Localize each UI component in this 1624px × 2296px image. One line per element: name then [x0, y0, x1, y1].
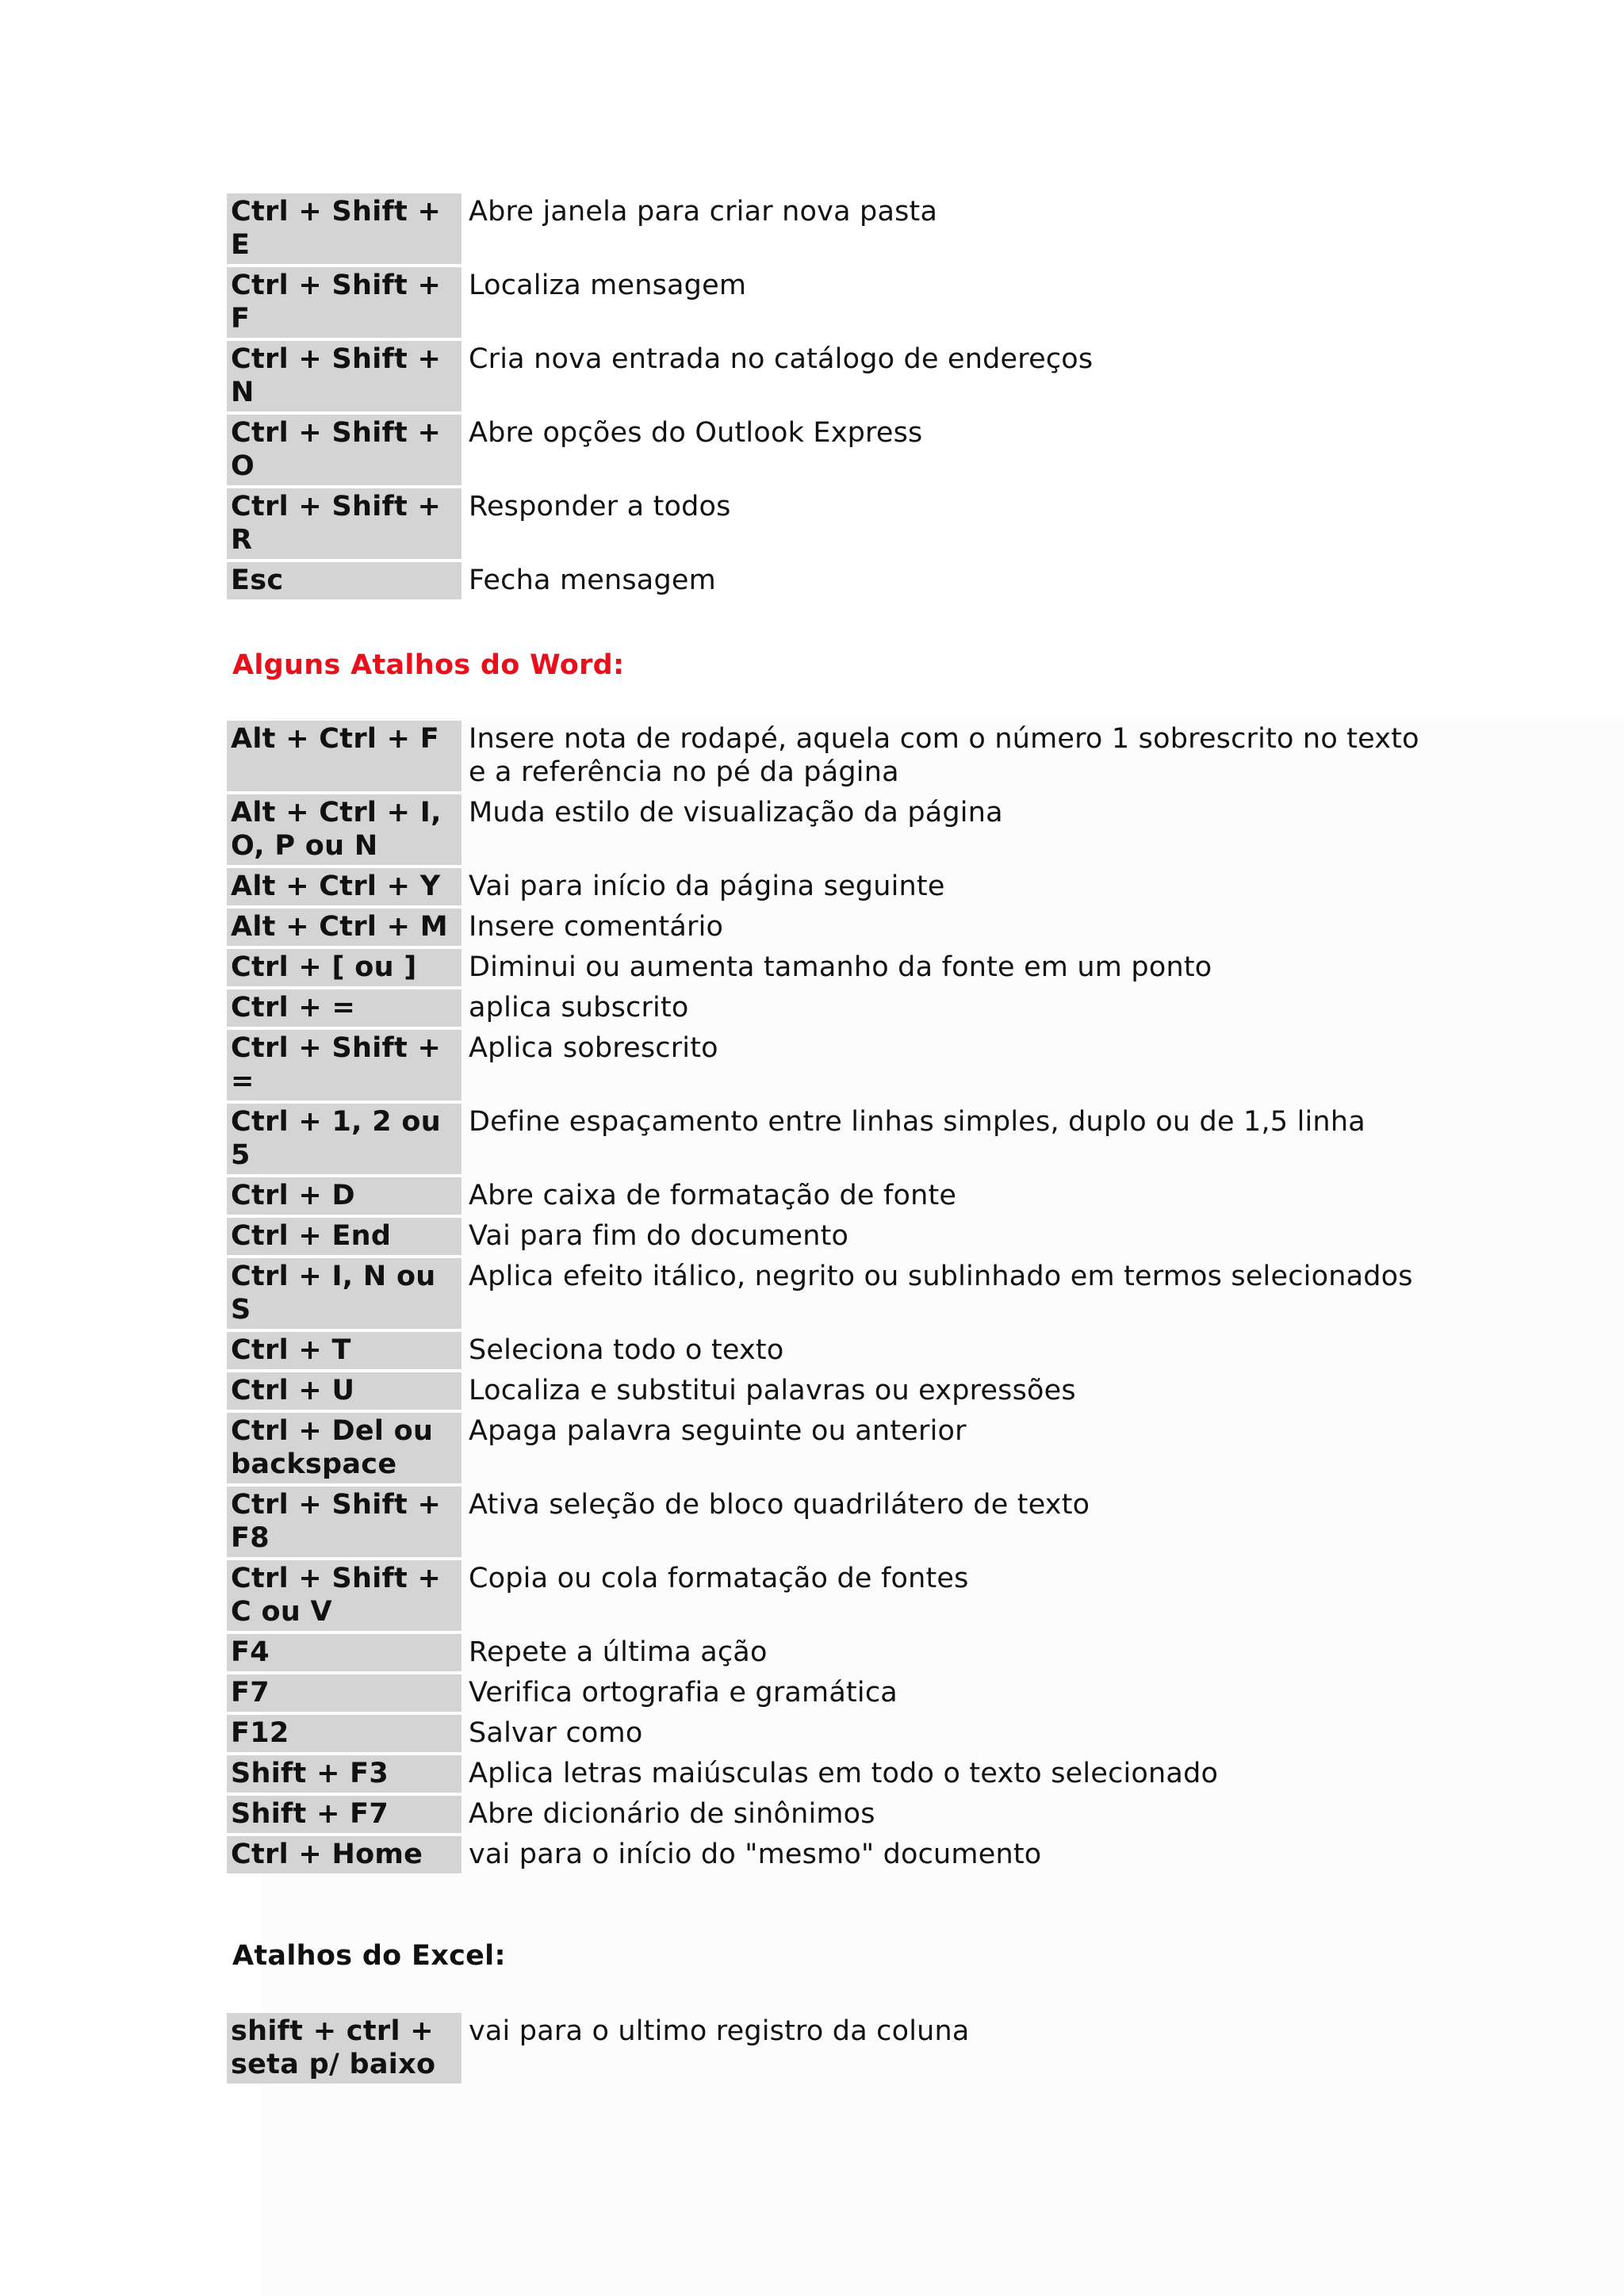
shortcut-description: vai para o ultimo registro da coluna	[469, 2015, 970, 2047]
shortcut-row	[227, 721, 1440, 791]
shortcut-description: vai para o início do "mesmo" documento	[469, 1839, 1042, 1870]
shortcut-description: Abre janela para criar nova pasta	[469, 196, 938, 228]
shortcut-row	[227, 1836, 1440, 1873]
shortcut-row	[227, 1634, 1440, 1671]
shortcut-description: Seleciona todo o texto	[469, 1334, 784, 1366]
shortcut-row	[227, 1030, 1440, 1100]
shortcut-description: Apaga palavra seguinte ou anterior	[469, 1415, 967, 1447]
shortcut-description: Abre dicionário de sinônimos	[469, 1798, 875, 1830]
shortcut-description: Abre opções do Outlook Express	[469, 417, 923, 449]
shortcut-key: Shift + F3	[227, 1755, 462, 1793]
shortcut-row	[227, 1487, 1440, 1557]
shortcut-key: F7	[227, 1674, 462, 1712]
shortcut-key: Esc	[227, 562, 462, 599]
shortcut-key: Ctrl + Shift + =	[227, 1030, 462, 1100]
shortcut-description: Insere comentário	[469, 911, 724, 943]
shortcut-row	[227, 949, 1440, 986]
shortcut-description: Vai para fim do documento	[469, 1220, 849, 1252]
shortcut-description: Salvar como	[469, 1717, 643, 1749]
shortcut-key: F4	[227, 1634, 462, 1671]
shortcut-description: Localiza mensagem	[469, 270, 747, 301]
shortcut-key: Ctrl + 1, 2 ou 5	[227, 1104, 462, 1174]
shortcut-key: F12	[227, 1715, 462, 1752]
shortcut-key: Ctrl + Shift + E	[227, 193, 462, 264]
shortcut-key: Alt + Ctrl + M	[227, 909, 462, 946]
shortcut-row	[227, 1177, 1440, 1215]
shortcut-row	[227, 415, 1440, 485]
shortcut-description: Aplica sobrescrito	[469, 1032, 718, 1064]
shortcut-description: Define espaçamento entre linhas simples, duplo ou de 1,5 linha	[469, 1106, 1365, 1138]
shortcut-description: Aplica efeito itálico, negrito ou sublinhado em termos selecionados	[469, 1261, 1413, 1292]
shortcut-key: Alt + Ctrl + F	[227, 721, 462, 791]
shortcut-row	[227, 1755, 1440, 1793]
shortcut-key: Ctrl + Shift + C ou V	[227, 1560, 462, 1631]
outlook-shortcuts-table	[227, 190, 1440, 603]
excel-shortcuts-heading: Atalhos do Excel:	[232, 1940, 506, 1972]
shortcut-row	[227, 794, 1440, 865]
shortcut-description: aplica subscrito	[469, 992, 689, 1024]
shortcut-key: Shift + F7	[227, 1796, 462, 1833]
shortcut-key: Ctrl + End	[227, 1218, 462, 1255]
shortcut-row	[227, 1372, 1440, 1410]
shortcut-key: Alt + Ctrl + I, O, P ou N	[227, 794, 462, 865]
shortcut-description: Insere nota de rodapé, aquela com o número 1 sobrescrito no texto e a referência no pé da página	[469, 723, 1419, 788]
shortcut-row	[227, 1258, 1440, 1329]
shortcut-row	[227, 909, 1440, 946]
shortcut-row	[227, 1332, 1440, 1369]
shortcut-description: Repete a última ação	[469, 1636, 768, 1668]
shortcut-key: Ctrl + Del ou backspace	[227, 1413, 462, 1483]
excel-shortcuts-section	[228, 2010, 1465, 2087]
shortcut-row	[227, 1796, 1440, 1833]
shortcut-description: Abre caixa de formatação de fonte	[469, 1180, 957, 1211]
shortcut-key: Ctrl + Shift + F8	[227, 1487, 462, 1557]
shortcut-key: Ctrl + [ ou ]	[227, 949, 462, 986]
shortcut-key: shift + ctrl + seta p/ baixo	[227, 2013, 462, 2084]
word-shortcuts-table	[227, 718, 1440, 1877]
shortcut-description: Responder a todos	[469, 491, 731, 522]
word-shortcuts-heading: Alguns Atalhos do Word:	[232, 649, 625, 681]
shortcut-key: Ctrl + =	[227, 989, 462, 1027]
shortcut-row	[227, 488, 1440, 559]
shortcut-description: Verifica ortografia e gramática	[469, 1677, 898, 1709]
shortcut-description: Localiza e substitui palavras ou expressões	[469, 1375, 1076, 1406]
shortcut-row	[227, 341, 1440, 411]
shortcut-row	[227, 1674, 1440, 1712]
excel-shortcuts-table	[227, 2010, 1440, 2087]
shortcut-row	[227, 562, 1440, 599]
shortcut-row	[227, 267, 1440, 338]
shortcut-row	[227, 1218, 1440, 1255]
shortcut-description: Diminui ou aumenta tamanho da fonte em um ponto	[469, 951, 1212, 983]
outlook-shortcuts-section	[228, 190, 1465, 603]
shortcut-row	[227, 1715, 1440, 1752]
shortcut-row	[227, 193, 1440, 264]
shortcut-description: Copia ou cola formatação de fontes	[469, 1563, 969, 1594]
shortcut-description: Muda estilo de visualização da página	[469, 797, 1003, 828]
shortcut-row	[227, 1104, 1440, 1174]
shortcut-key: Ctrl + Shift + F	[227, 267, 462, 338]
shortcut-key: Ctrl + U	[227, 1372, 462, 1410]
shortcut-description: Cria nova entrada no catálogo de endereços	[469, 343, 1094, 375]
shortcut-row	[227, 868, 1440, 905]
shortcut-key: Ctrl + D	[227, 1177, 462, 1215]
shortcut-row	[227, 1413, 1440, 1483]
shortcut-row	[227, 1560, 1440, 1631]
shortcut-description: Aplica letras maiúsculas em todo o texto selecionado	[469, 1758, 1219, 1789]
shortcut-description: Vai para início da página seguinte	[469, 871, 945, 902]
shortcut-key: Ctrl + Shift + N	[227, 341, 462, 411]
shortcut-key: Ctrl + T	[227, 1332, 462, 1369]
shortcut-key: Alt + Ctrl + Y	[227, 868, 462, 905]
shortcut-key: Ctrl + Shift + R	[227, 488, 462, 559]
shortcut-description: Fecha mensagem	[469, 564, 716, 596]
shortcut-key: Ctrl + Home	[227, 1836, 462, 1873]
shortcut-key: Ctrl + Shift + O	[227, 415, 462, 485]
word-shortcuts-section	[228, 718, 1465, 1877]
shortcut-row	[227, 2013, 1440, 2084]
shortcut-row	[227, 989, 1440, 1027]
shortcut-description: Ativa seleção de bloco quadrilátero de texto	[469, 1489, 1090, 1521]
shortcut-key: Ctrl + I, N ou S	[227, 1258, 462, 1329]
